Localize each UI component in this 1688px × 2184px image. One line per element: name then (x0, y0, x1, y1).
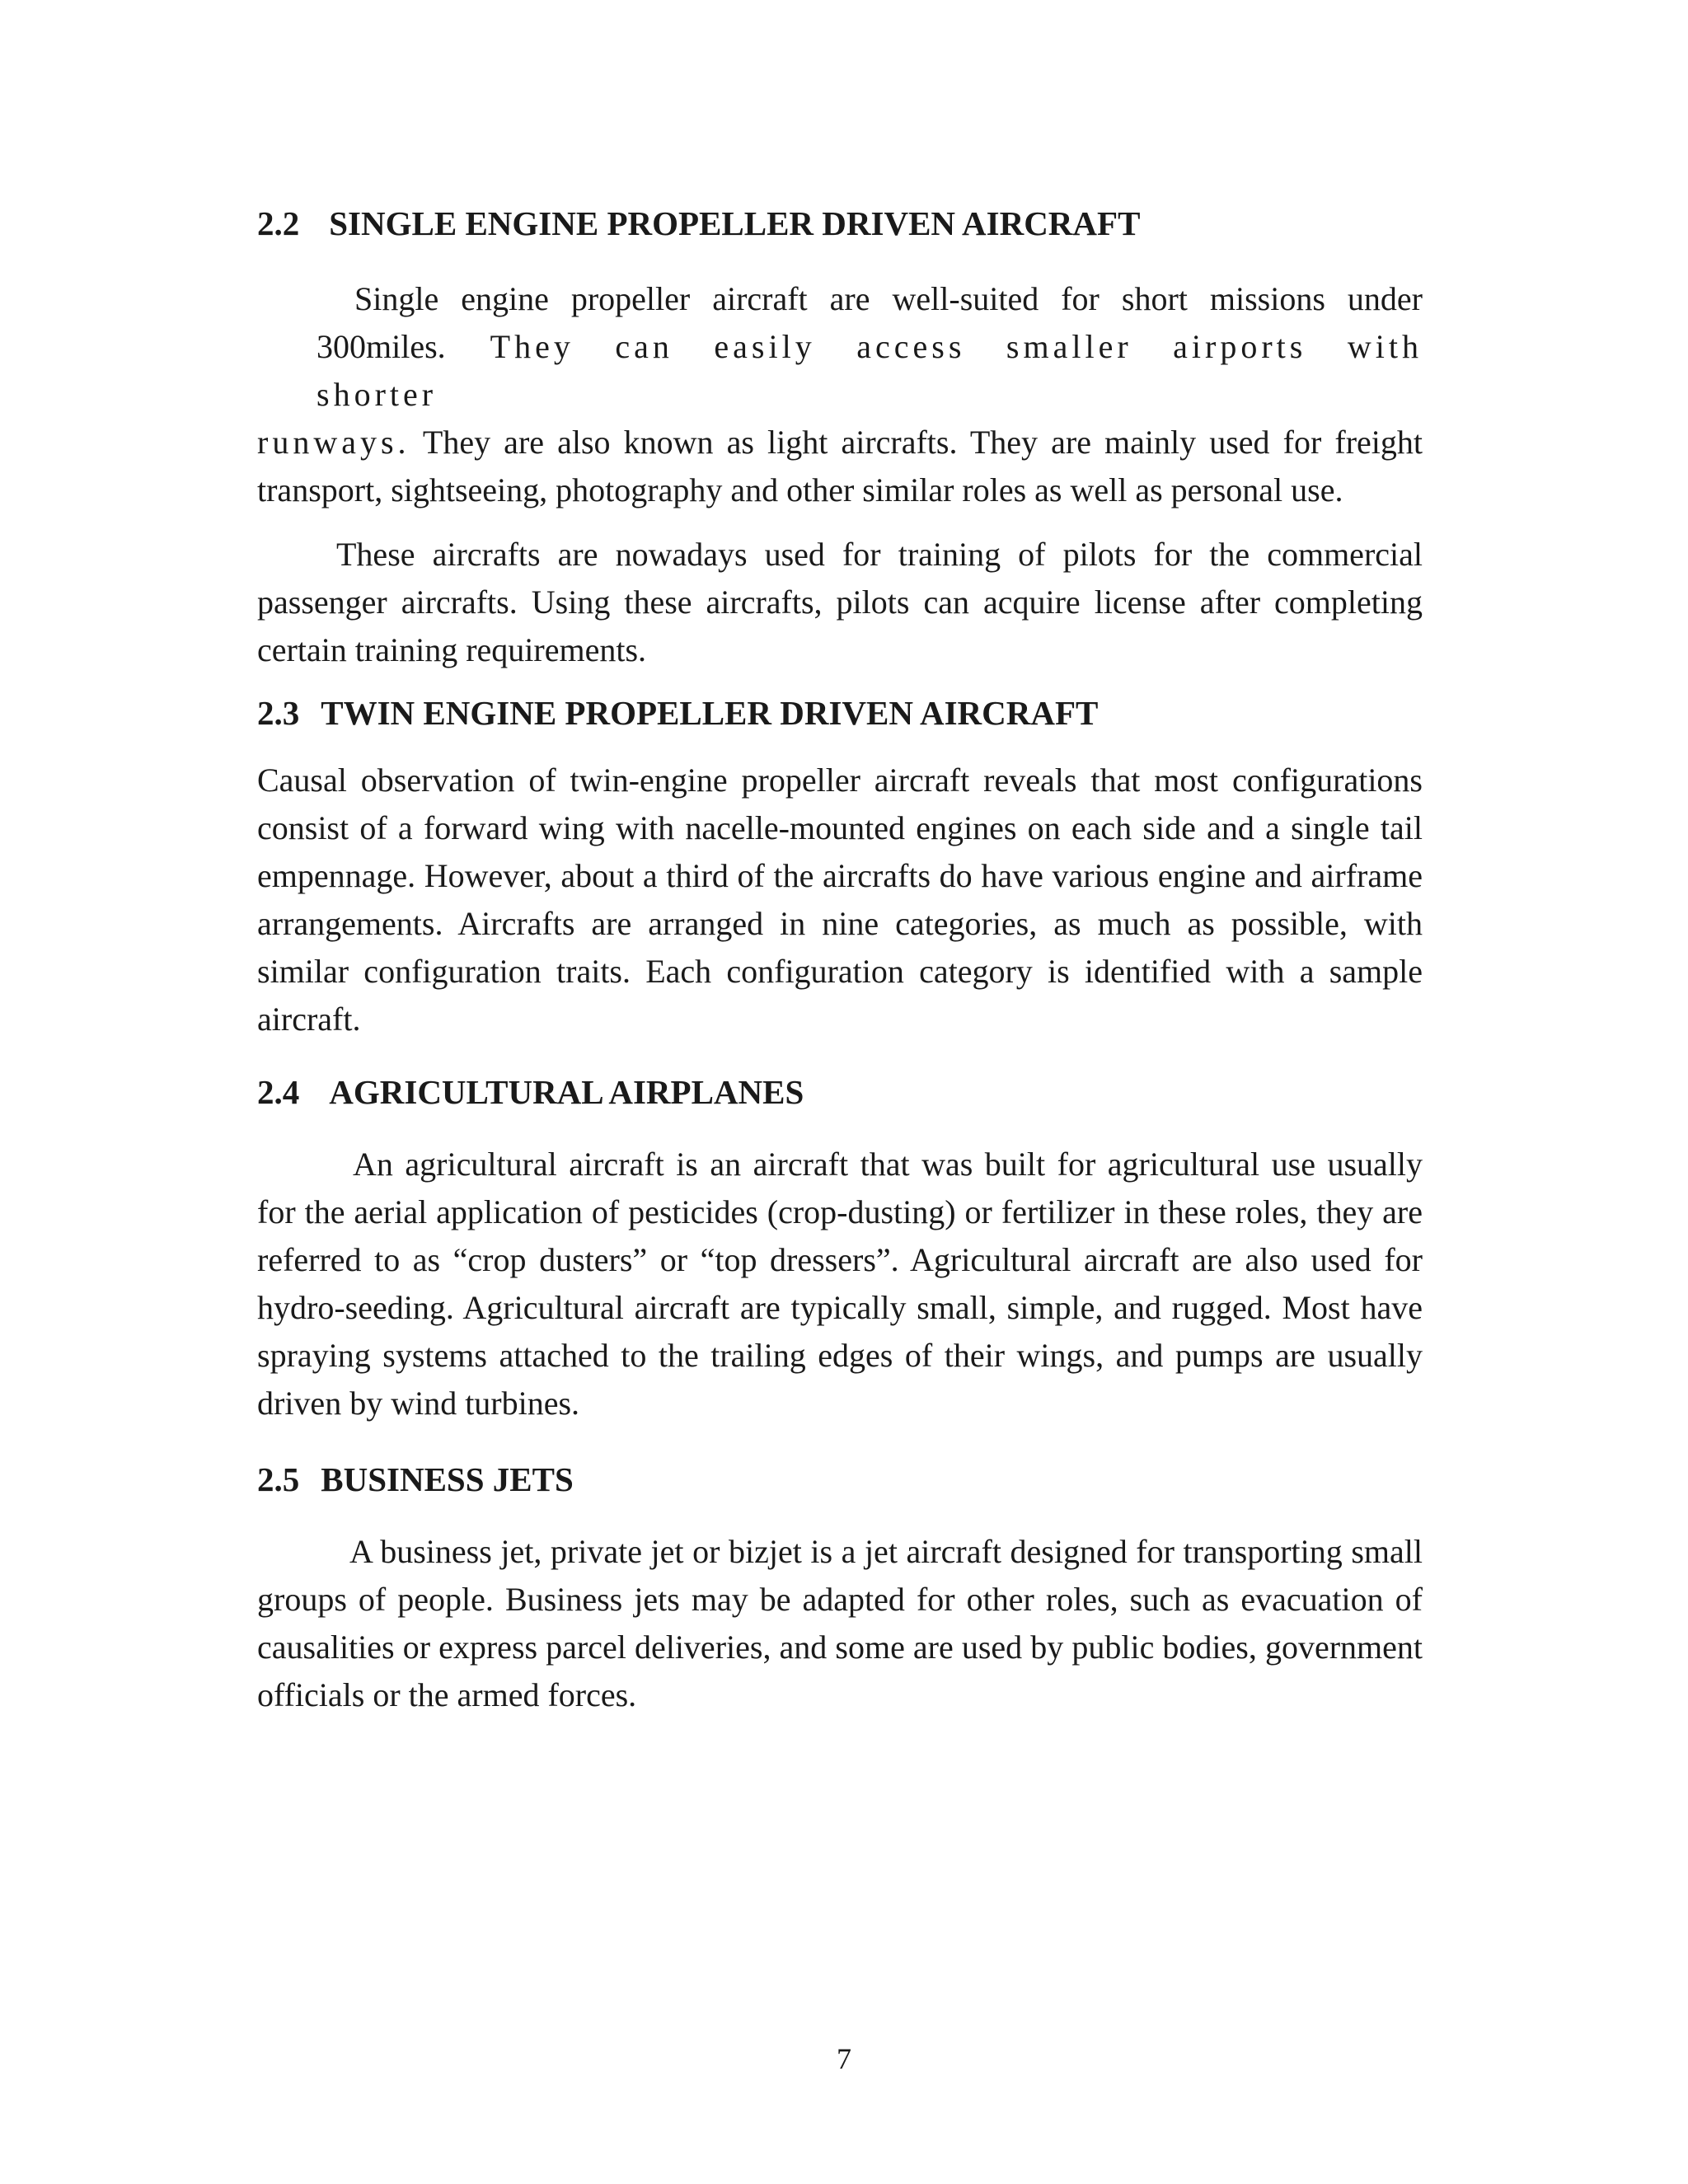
section-title: BUSINESS JETS (321, 1460, 574, 1498)
para-text: They are also known as light aircrafts. They are mainly used for freight transport, sightseeing, photography and other similar roles as well as personal use. (257, 424, 1423, 509)
section-heading-2-5 (257, 1455, 1423, 1503)
section-number: 2.5 (257, 1460, 300, 1498)
para-text: runways. (257, 424, 410, 461)
para-line-1 (257, 275, 1423, 323)
page-content (257, 199, 1423, 1719)
para-line-3-onwards (257, 419, 1423, 514)
section-heading-2-2 (257, 199, 1423, 247)
para-text: Single engine propeller aircraft are well-suited for short missions under (354, 280, 1423, 317)
section-title: AGRICULTURAL AIRPLANES (329, 1073, 804, 1111)
page-number: 7 (837, 2042, 851, 2075)
section-2-3-paragraph-1: Causal observation of twin-engine propeller aircraft reveals that most configurations consist of a forward wing with nacelle-mounted engines on each side and a single tail empennage. However, about a third of the aircrafts do have various engine and airframe arrangements. Aircrafts are arranged in nine categories, as much as possible, with similar configuration traits. Each configuration category is identified with a sample aircraft. (257, 762, 1423, 1038)
para-text: They can easily access smaller airports with shorter (316, 328, 1423, 413)
section-number: 2.2 (257, 204, 300, 242)
section-title: SINGLE ENGINE PROPELLER DRIVEN AIRCRAFT (329, 204, 1141, 242)
section-2-2-paragraph-2: These aircrafts are nowadays used for training of pilots for the commercial passenger aircrafts. Using these aircrafts, pilots can acquire license after completing certain training requirements. (257, 536, 1423, 668)
section-heading-2-4 (257, 1068, 1423, 1116)
section-number: 2.3 (257, 694, 300, 732)
section-number: 2.4 (257, 1073, 300, 1111)
section-2-2-paragraph-1 (257, 275, 1423, 514)
section-2-4-paragraph-1: An agricultural aircraft is an aircraft that was built for agricultural use usually for the aerial application of pesticides (crop-dusting) or fertilizer in these roles, they are referred to as “crop dusters” or “top dressers”. Agricultural aircraft are also used for hydro-seeding. Agricultural aircraft are typically small, simple, and rugged. Most have spraying systems attached to the trailing edges of their wings, and pumps are usually driven by wind turbines. (257, 1146, 1423, 1422)
section-heading-2-3 (257, 689, 1423, 737)
para-text: 300miles. (316, 328, 446, 365)
section-2-5-paragraph-1: A business jet, private jet or bizjet is a jet aircraft designed for transporting small groups of people. Business jets may be adapted for other roles, such as evacuation of causalities or express parcel deliveries, and some are used by public bodies, government officials or the armed forces. (257, 1533, 1423, 1713)
para-line-2 (257, 323, 1423, 419)
section-title: TWIN ENGINE PROPELLER DRIVEN AIRCRAFT (321, 694, 1099, 732)
